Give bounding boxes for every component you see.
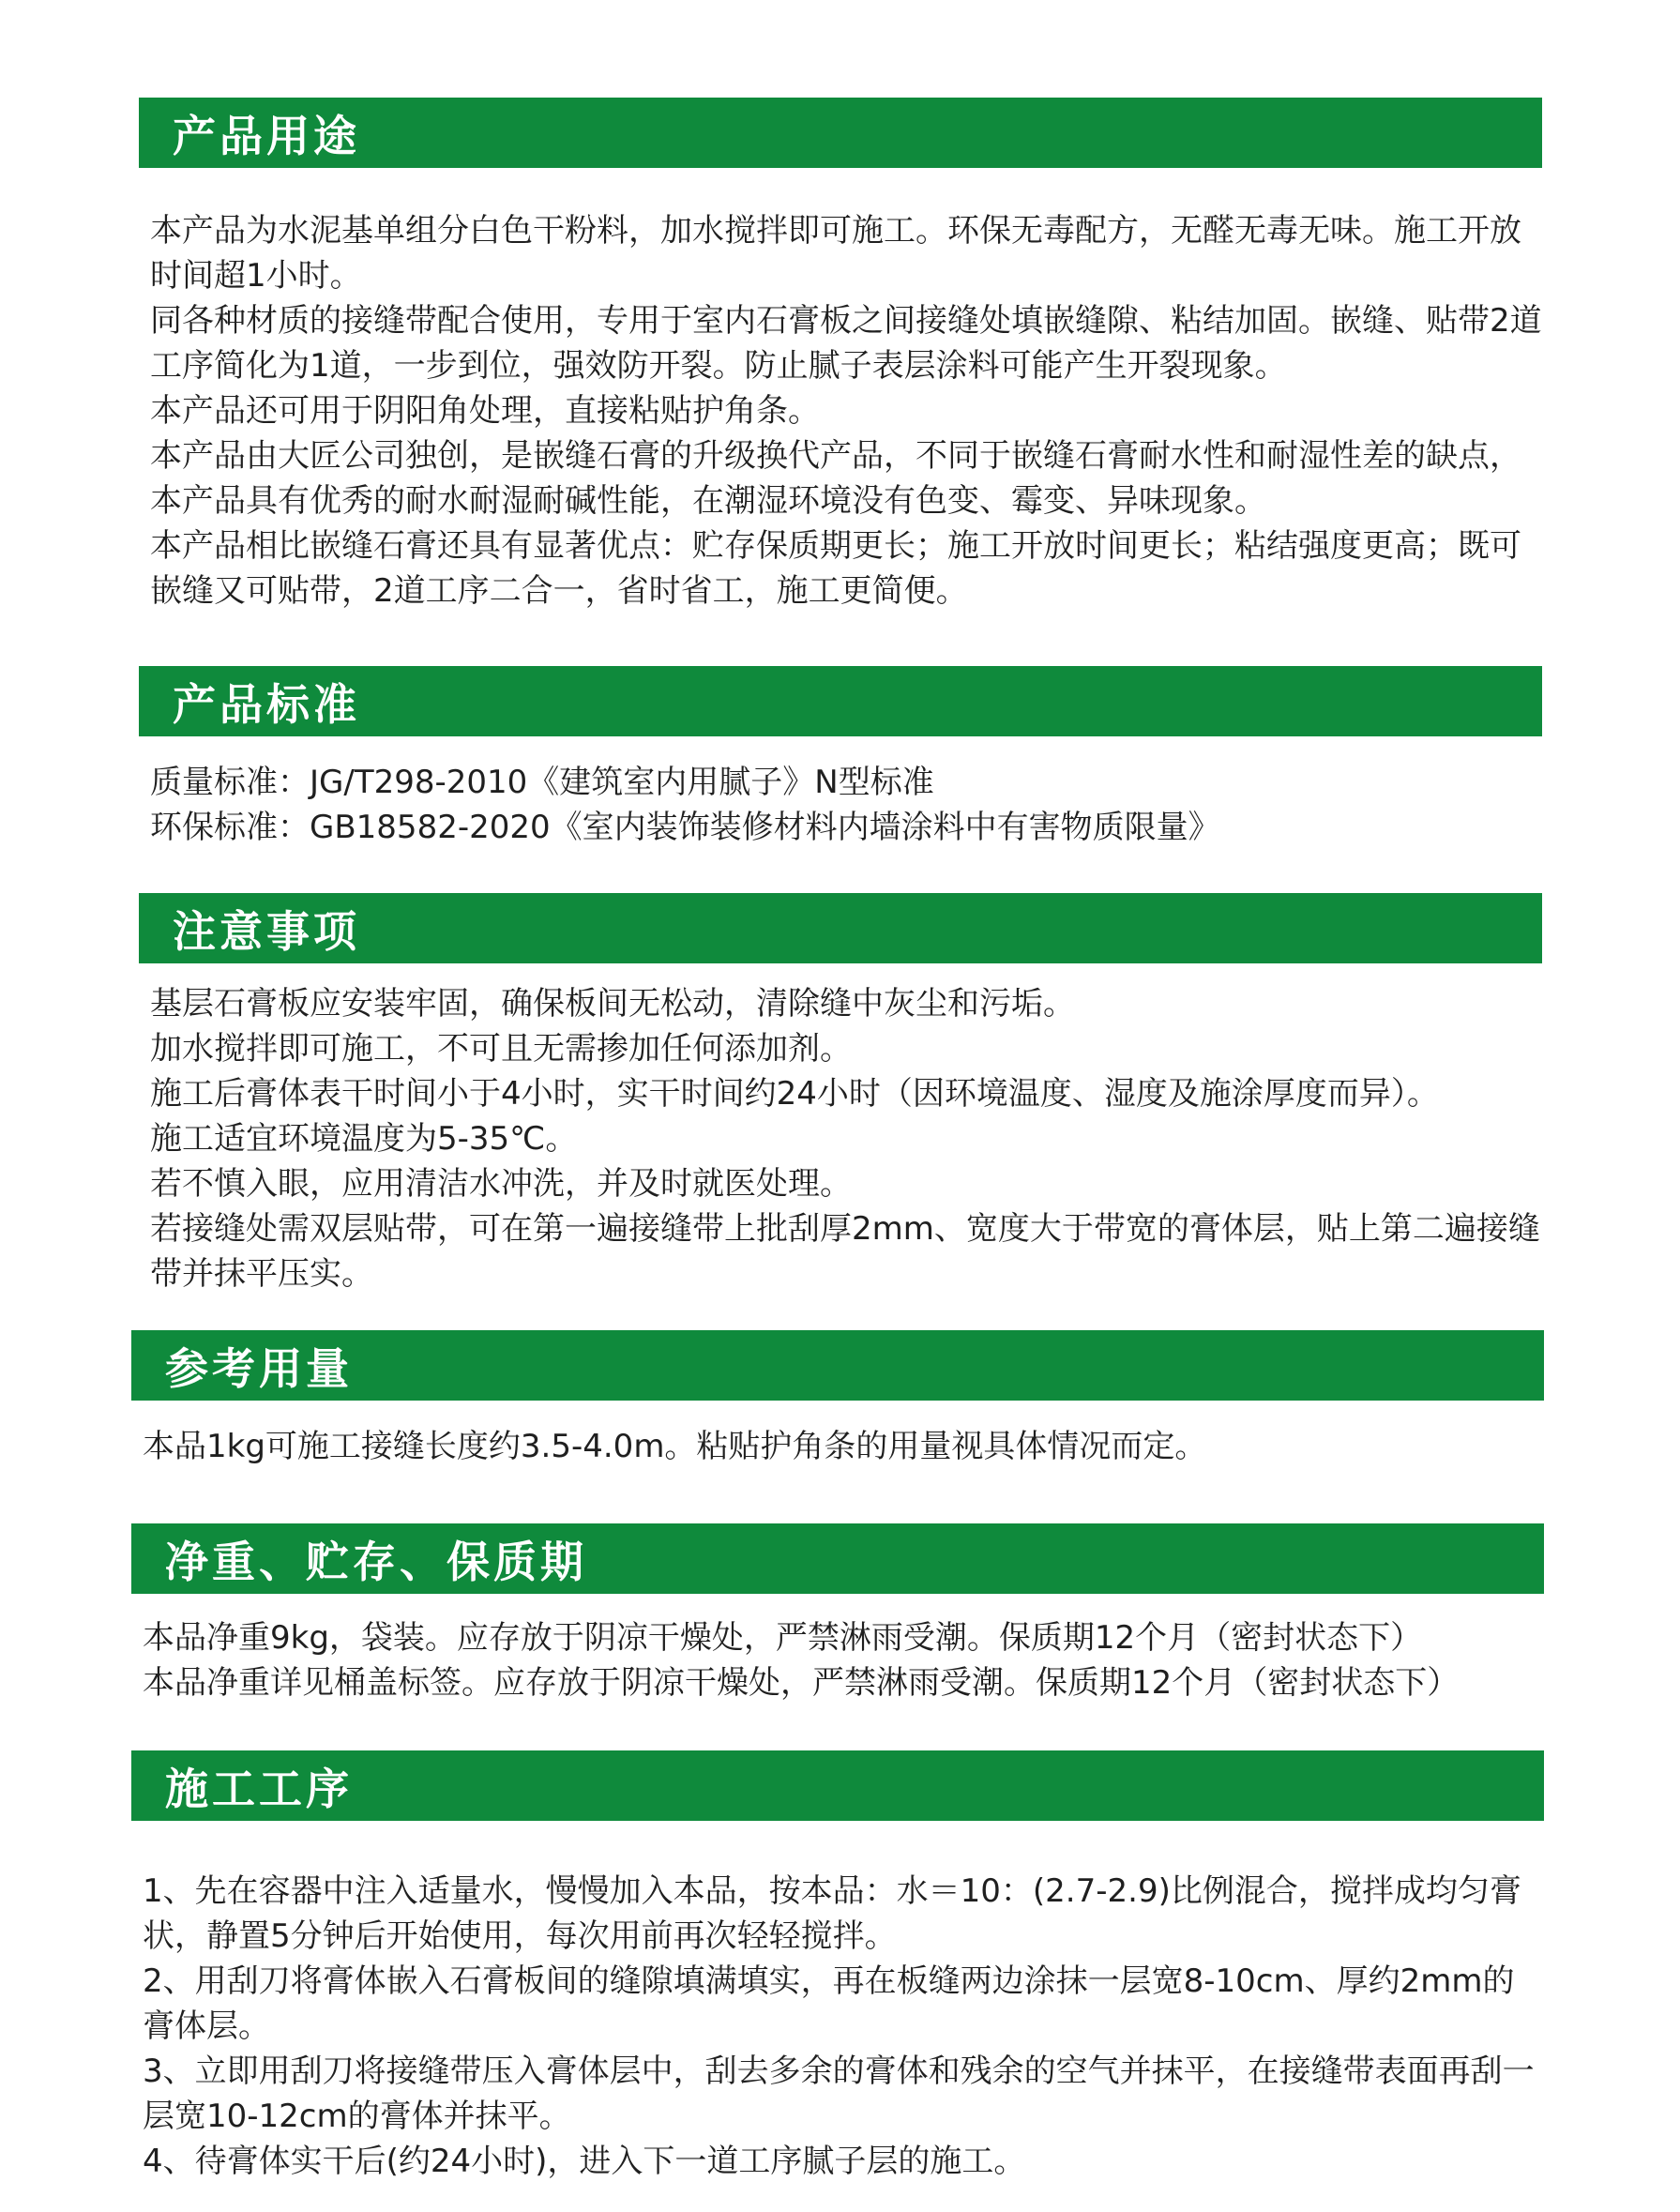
paragraph: 施工后膏体表干时间小于4小时，实干时间约24小时（因环境温度、湿度及施涂厚度而异）。 [150,1075,1439,1113]
section-title: 产品用途 [173,110,360,161]
paragraph: 本品1kg可施工接缝长度约3.5-4.0m。粘贴护角条的用量视具体情况而定。 [143,1428,1207,1465]
paragraph: 质量标准：JG/T298-2010《建筑室内用腻子》N型标准 [150,764,934,801]
section-title: 注意事项 [173,905,360,957]
paragraph: 施工适宜环境温度为5-35℃。 [150,1120,578,1158]
section-body-standard [150,760,1548,850]
paragraph: 同各种材质的接缝带配合使用，专用于室内石膏板之间接缝处填嵌缝隙、粘结加固。嵌缝、贴带2道工序简化为1道，一步到位，强效防开裂。防止腻子表层涂料可能产生开裂现象。 [150,302,1542,385]
paragraph: 1、先在容器中注入适量水，慢慢加入本品，按本品：水＝10：(2.7-2.9)比例混合，搅拌成均匀膏状，静置5分钟后开始使用，每次用前再次轻轻搅拌。 [143,1872,1521,1955]
paragraph: 2、用刮刀将膏体嵌入石膏板间的缝隙填满填实，再在板缝两边涂抹一层宽8-10cm、厚约2mm的膏体层。 [143,1962,1515,2045]
paragraph: 若接缝处需双层贴带，可在第一遍接缝带上批刮厚2mm、宽度大于带宽的膏体层，贴上第二遍接缝带并抹平压实。 [150,1210,1540,1293]
paragraph: 本品净重详见桶盖标签。应存放于阴凉干燥处，严禁淋雨受潮。保质期12个月（密封状态下） [143,1664,1460,1702]
section-title: 净重、贮存、保质期 [165,1536,587,1587]
section-header-usage [139,98,1542,168]
section-title: 产品标准 [173,678,360,730]
paragraph: 本产品由大匠公司独创，是嵌缝石膏的升级换代产品，不同于嵌缝石膏耐水性和耐湿性差的缺点，本产品具有优秀的耐水耐湿耐碱性能，在潮湿环境没有色变、霉变、异味现象。 [150,437,1521,520]
paragraph: 环保标准：GB18582-2020《室内装饰装修材料内墙涂料中有害物质限量》 [150,809,1220,846]
section-body-dosage [143,1424,1540,1469]
paragraph: 4、待膏体实干后(约24小时)，进入下一道工序腻子层的施工。 [143,2143,1026,2180]
section-body-notes [150,981,1548,1296]
section-title: 参考用量 [165,1342,353,1394]
paragraph: 基层石膏板应安装牢固，确保板间无松动，清除缝中灰尘和污垢。 [150,985,1075,1023]
section-title: 施工工序 [165,1763,353,1814]
paragraph: 加水搅拌即可施工，不可且无需掺加任何添加剂。 [150,1030,852,1068]
paragraph: 若不慎入眼，应用清洁水冲洗，并及时就医处理。 [150,1165,852,1203]
paragraph: 本品净重9kg，袋装。应存放于阴凉干燥处，严禁淋雨受潮。保质期12个月（密封状态下） [143,1619,1423,1657]
paragraph: 本产品相比嵌缝石膏还具有显著优点：贮存保质期更长；施工开放时间更长；粘结强度更高；既可嵌缝又可贴带，2道工序二合一，省时省工，施工更简便。 [150,527,1521,610]
section-body-usage [150,208,1548,614]
paragraph: 3、立即用刮刀将接缝带压入膏体层中，刮去多余的膏体和残余的空气并抹平，在接缝带表面再刮一层宽10-12cm的膏体并抹平。 [143,2053,1535,2135]
section-header-notes [139,893,1542,963]
section-header-storage [131,1523,1544,1594]
section-header-procedure [131,1750,1544,1821]
paragraph: 本产品还可用于阴阳角处理，直接粘贴护角条。 [150,392,820,430]
section-header-dosage [131,1330,1544,1401]
section-header-standard [139,666,1542,736]
section-body-storage [143,1615,1540,1705]
section-body-procedure [143,1869,1540,2184]
paragraph: 本产品为水泥基单组分白色干粉料，加水搅拌即可施工。环保无毒配方，无醛无毒无味。施工开放时间超1小时。 [150,212,1521,295]
